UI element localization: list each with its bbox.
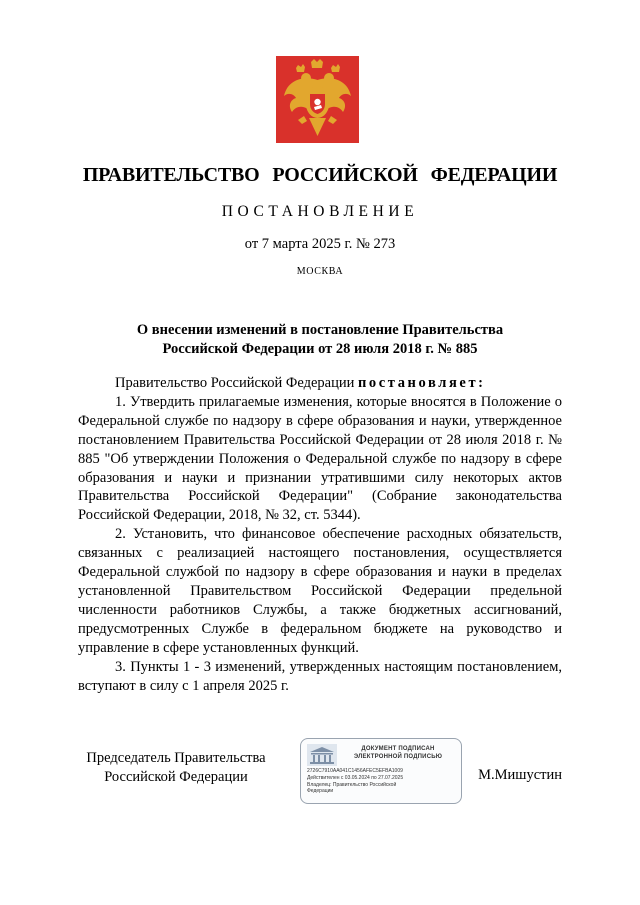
title-word: ФЕДЕРАЦИИ (430, 164, 558, 186)
signer-position-line: Российской Федерации (104, 769, 248, 785)
document-city: МОСКВА (296, 266, 344, 277)
stamp-validity: Действителен с 03.05.2024 по 27.07.2025 (307, 775, 404, 781)
document-subject (78, 321, 562, 359)
body-paragraph-1: 1. Утвердить прилагаемые изменения, которые вносятся в Положение о Федеральной службе по надзору в сфере образования и науки, утвержденное постановлением Правительства Российской Федерации от 28 июля 2018 г. № 885 "Об утверждении Положения о Федеральной службе по надзору в сфере образования и науки и признании утратившими силу некоторых актов Правительства Российской Федерации" (Собрание законодательства Российской Федерации, 2018, № 32, ст. 5344). (78, 393, 562, 524)
government-building-icon (307, 744, 337, 766)
document-type: ПОСТАНОВЛЕНИЕ (221, 203, 419, 220)
stamp-owner: Федерации (307, 788, 334, 794)
decree-word: постановляет: (357, 375, 486, 391)
document-body (78, 374, 562, 695)
intro-text: Правительство Российской Федерации (115, 375, 358, 391)
stamp-owner: Владелец: Правительство Российской (307, 781, 397, 788)
stamp-heading-line: ДОКУМЕНТ ПОДПИСАН (361, 746, 435, 752)
body-paragraph-3: 3. Пункты 1 - 3 изменений, утвержденных настоящим постановлением, вступают в силу с 1 апреля 2025 г. (78, 658, 562, 694)
stamp-heading-line: ЭЛЕКТРОННОЙ ПОДПИСЬЮ (353, 754, 443, 760)
signer-name: М.Мишустин (478, 767, 562, 783)
title-word: РОССИЙСКОЙ (272, 164, 418, 186)
coat-of-arms-icon (276, 56, 359, 143)
subject-line: О внесении изменений в постановление Правительства (136, 322, 504, 338)
government-title (0, 164, 640, 187)
body-paragraph-2: 2. Установить, что финансовое обеспечение расходных обязательств, связанных с реализацией настоящего постановления, осуществляется Федеральной службой по надзору в сфере образования и науки в пределах установленной Правительством Российской Федерации предельной численности работников Службы, а также бюджетных ассигнований, предусмотренных Службе в федеральном бюджете на руководство и управление в сфере установленных функций. (78, 526, 562, 656)
subject-line: Российской Федерации от 28 июля 2018 г. № 885 (162, 341, 478, 357)
signer-position-line: Председатель Правительства (86, 750, 266, 766)
document-date-number: от 7 марта 2025 г. № 273 (244, 236, 396, 252)
stamp-heading (341, 745, 455, 761)
title-word: ПРАВИТЕЛЬСТВО (82, 164, 260, 186)
stamp-serial: 2726C7910AA041C1456AFEC5EFBA1009 (307, 768, 403, 774)
electronic-signature-stamp (300, 738, 462, 804)
body-intro-paragraph (78, 374, 562, 393)
signer-position (78, 749, 274, 787)
